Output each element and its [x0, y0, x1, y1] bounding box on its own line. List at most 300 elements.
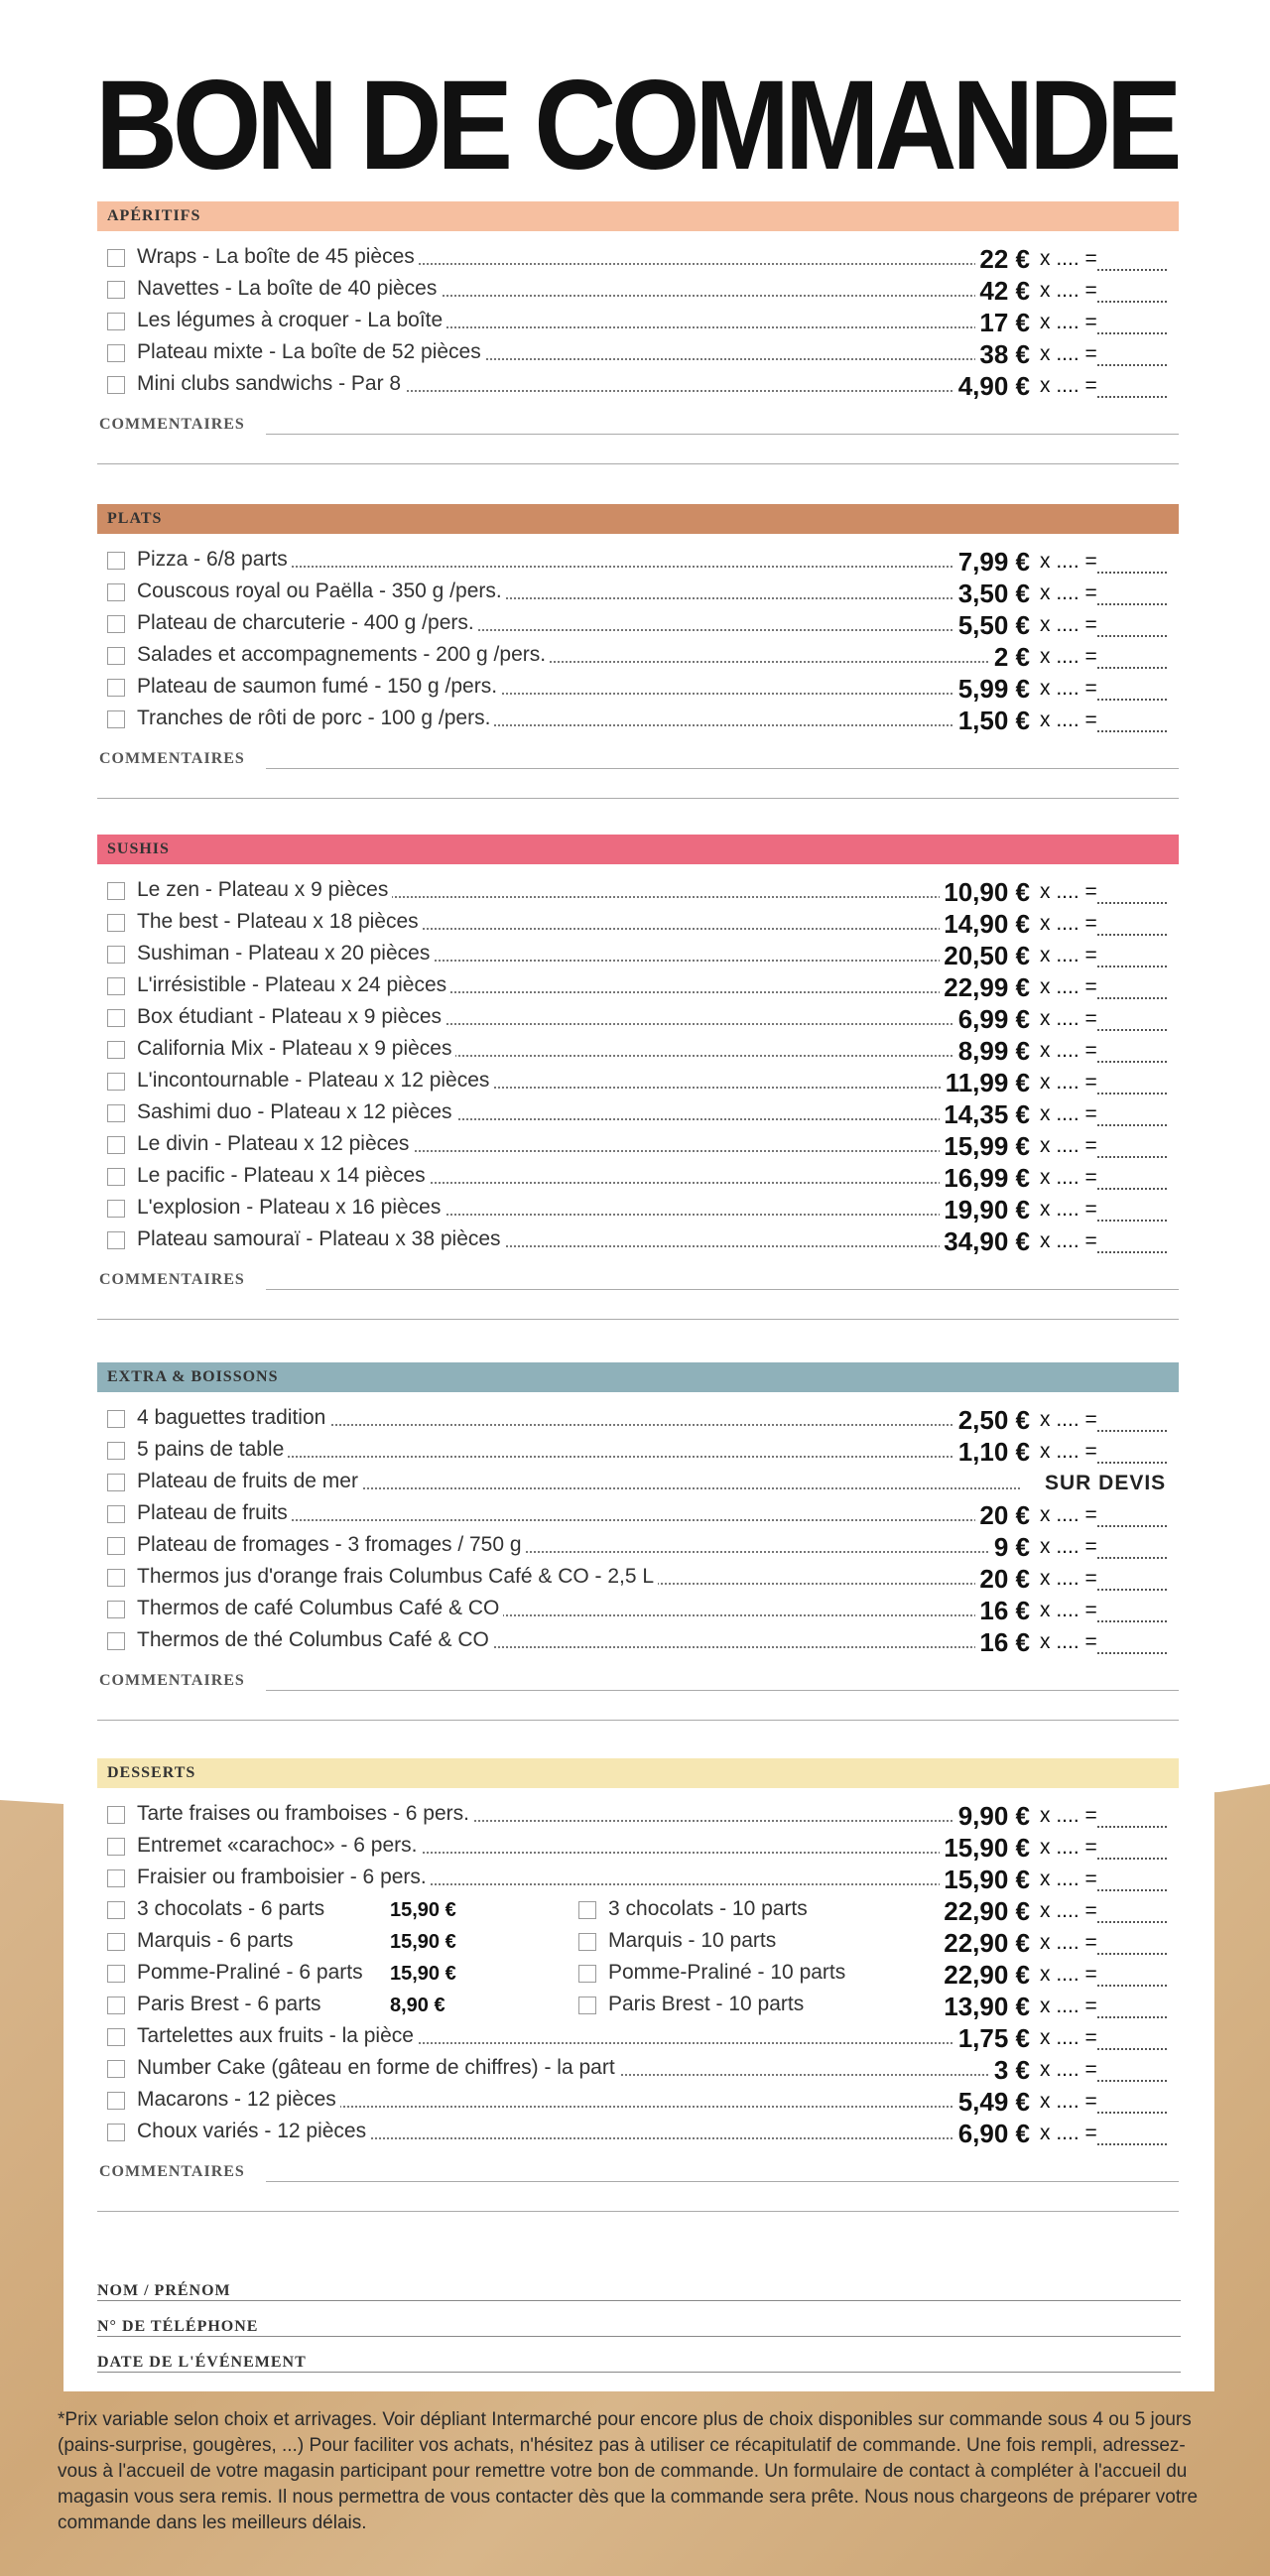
item-name: Les légumes à croquer - La boîte	[137, 309, 446, 332]
quantity-label: x .... =	[1040, 1995, 1097, 2017]
item-alt-name: 3 chocolats - 10 parts	[608, 1897, 808, 1920]
item-price: 5,99 €	[954, 674, 1030, 705]
item-sub-price: 8,90 €	[390, 1995, 445, 2016]
order-item-row	[97, 1563, 1179, 1595]
quantity-field[interactable]	[1040, 2090, 1167, 2114]
item-alt-checkbox[interactable]	[578, 1965, 596, 1983]
item-name: Pizza - 6/8 parts	[137, 548, 292, 572]
item-list	[97, 546, 1179, 736]
order-item-row	[97, 1531, 1179, 1563]
item-checkbox[interactable]	[107, 1933, 125, 1951]
order-item-row	[97, 578, 1179, 609]
quantity-label: x .... =	[1040, 1007, 1097, 1030]
quantity-field[interactable]	[1040, 1007, 1167, 1031]
order-item-row	[97, 1959, 1179, 1991]
quantity-label: x .... =	[1040, 374, 1097, 397]
item-price: 20 €	[975, 1500, 1030, 1531]
item-checkbox[interactable]	[107, 1136, 125, 1154]
item-checkbox[interactable]	[107, 1104, 125, 1122]
order-item-row	[97, 1895, 1179, 1927]
total-blank[interactable]	[1097, 1848, 1167, 1860]
item-alt-name: Paris Brest - 10 parts	[608, 1993, 805, 2015]
item-price: 8,99 €	[954, 1036, 1030, 1067]
item-checkbox[interactable]	[107, 1200, 125, 1218]
item-checkbox[interactable]	[107, 281, 125, 299]
comment-line	[266, 434, 1179, 435]
item-name: Box étudiant - Plateau x 9 pièces	[137, 1005, 445, 1029]
item-price: 4,90 €	[954, 371, 1030, 402]
quantity-field[interactable]	[1040, 1535, 1167, 1559]
total-blank[interactable]	[1097, 1241, 1167, 1253]
item-sub-price: 15,90 €	[390, 1963, 456, 1985]
quantity-field[interactable]	[1040, 1503, 1167, 1527]
total-blank[interactable]	[1097, 1943, 1167, 1955]
item-alt-name: Pomme-Praliné - 10 parts	[608, 1961, 846, 1984]
order-item-row	[97, 705, 1179, 736]
item-alt-checkbox[interactable]	[578, 1933, 596, 1951]
quantity-field[interactable]	[1040, 944, 1167, 967]
quantity-label: x .... =	[1040, 342, 1097, 365]
quantity-label: x .... =	[1040, 1599, 1097, 1621]
order-item-row	[97, 1067, 1179, 1098]
item-checkbox[interactable]	[107, 2060, 125, 2078]
item-price: 20,50 €	[940, 941, 1030, 971]
quantity-field[interactable]	[1040, 2122, 1167, 2145]
customer-info	[64, 2253, 1214, 2391]
item-price: 10,90 €	[940, 877, 1030, 908]
quantity-label: x .... =	[1040, 944, 1097, 966]
item-name: Plateau de charcuterie - 400 g /pers.	[137, 611, 478, 635]
item-price: 16 €	[975, 1596, 1030, 1626]
item-name: 5 pains de table	[137, 1438, 288, 1462]
item-price: 16,99 €	[940, 1163, 1030, 1194]
quantity-label: x .... =	[1040, 1963, 1097, 1986]
quantity-field[interactable]	[1040, 374, 1167, 398]
order-item-row	[97, 673, 1179, 705]
quantity-label: x .... =	[1040, 1630, 1097, 1653]
section-header: PLATS	[97, 504, 1179, 534]
phone-field[interactable]	[97, 2318, 1181, 2348]
quantity-field[interactable]	[1040, 708, 1167, 732]
order-item-row	[97, 2086, 1179, 2118]
order-item-row	[97, 971, 1179, 1003]
section-extra-boissons	[97, 1362, 1179, 1708]
item-name: 3 chocolats - 6 parts	[137, 1897, 328, 1921]
item-checkbox[interactable]	[107, 679, 125, 697]
item-checkbox[interactable]	[107, 1537, 125, 1555]
total-blank[interactable]	[1097, 689, 1167, 701]
total-blank[interactable]	[1097, 291, 1167, 303]
total-blank[interactable]	[1097, 1146, 1167, 1158]
order-item-row	[97, 275, 1179, 307]
total-blank[interactable]	[1097, 892, 1167, 904]
quantity-field[interactable]	[1040, 550, 1167, 574]
total-blank[interactable]	[1097, 322, 1167, 334]
quantity-field[interactable]	[1040, 2026, 1167, 2050]
comment-line	[266, 768, 1179, 769]
item-name: The best - Plateau x 18 pièces	[137, 910, 423, 934]
quantity-field[interactable]	[1040, 1995, 1167, 2018]
event-date-field[interactable]	[97, 2354, 1181, 2383]
item-name: Tarte fraises ou framboises - 6 pers.	[137, 1802, 473, 1826]
order-item-row	[97, 1436, 1179, 1468]
item-checkbox[interactable]	[107, 615, 125, 633]
item-checkbox[interactable]	[107, 1965, 125, 1983]
quantity-label: x .... =	[1040, 1039, 1097, 1062]
total-blank[interactable]	[1097, 562, 1167, 574]
order-item-row	[97, 1991, 1179, 2022]
order-item-row	[97, 1098, 1179, 1130]
item-checkbox[interactable]	[107, 977, 125, 995]
item-price: 6,99 €	[954, 1004, 1030, 1035]
order-item-row	[97, 1035, 1179, 1067]
quantity-field[interactable]	[1040, 613, 1167, 637]
total-blank[interactable]	[1097, 1911, 1167, 1923]
item-name: Navettes - La boîte de 40 pièces	[137, 277, 441, 301]
item-name: Tartelettes aux fruits - la pièce	[137, 2024, 418, 2048]
quantity-field[interactable]	[1040, 1440, 1167, 1464]
item-name: Mini clubs sandwichs - Par 8	[137, 372, 405, 396]
item-price: 22,90 €	[940, 1960, 1030, 1991]
order-item-row	[97, 307, 1179, 338]
page-title: BON DE COMMANDE	[95, 55, 1178, 196]
item-checkbox[interactable]	[107, 1474, 125, 1491]
name-label: NOM / PRÉNOM	[97, 2282, 235, 2299]
item-checkbox[interactable]	[107, 647, 125, 665]
quantity-field[interactable]	[1040, 1071, 1167, 1095]
item-name: Plateau samouraï - Plateau x 38 pièces	[137, 1227, 505, 1251]
item-price: 38 €	[975, 339, 1030, 370]
quantity-field[interactable]	[1040, 1198, 1167, 1222]
item-checkbox[interactable]	[107, 946, 125, 964]
order-item-row	[97, 1162, 1179, 1194]
quantity-label: x .... =	[1040, 2122, 1097, 2144]
quantity-field[interactable]	[1040, 1899, 1167, 1923]
order-item-row	[97, 243, 1179, 275]
quantity-field[interactable]	[1040, 311, 1167, 334]
total-blank[interactable]	[1097, 1178, 1167, 1190]
quantity-field[interactable]	[1040, 975, 1167, 999]
quantity-field[interactable]	[1040, 279, 1167, 303]
quantity-label: x .... =	[1040, 311, 1097, 333]
item-alt-checkbox[interactable]	[578, 1901, 596, 1919]
item-quote-label: SUR DEVIS	[1045, 1472, 1167, 1494]
total-blank[interactable]	[1097, 625, 1167, 637]
item-sub-price: 15,90 €	[390, 1899, 456, 1921]
item-checkbox[interactable]	[107, 1901, 125, 1919]
item-checkbox[interactable]	[107, 710, 125, 728]
quantity-label: x .... =	[1040, 1440, 1097, 1463]
item-checkbox[interactable]	[107, 1168, 125, 1186]
item-name: L'incontournable - Plateau x 12 pièces	[137, 1069, 493, 1093]
item-checkbox[interactable]	[107, 1569, 125, 1587]
item-checkbox[interactable]	[107, 2092, 125, 2110]
item-name: L'explosion - Plateau x 16 pièces	[137, 1196, 444, 1220]
order-item-row	[97, 1626, 1179, 1658]
quantity-field[interactable]	[1040, 645, 1167, 669]
order-item-row	[97, 908, 1179, 940]
item-list	[97, 1800, 1179, 2149]
quantity-label: x .... =	[1040, 550, 1097, 573]
quantity-field[interactable]	[1040, 247, 1167, 271]
comments-field[interactable]	[97, 746, 1179, 786]
comments-field[interactable]	[97, 1267, 1179, 1307]
quantity-label: x .... =	[1040, 1931, 1097, 1954]
quantity-field[interactable]	[1040, 912, 1167, 936]
total-blank[interactable]	[1097, 1051, 1167, 1063]
quantity-field[interactable]	[1040, 1836, 1167, 1860]
item-price: 16 €	[975, 1627, 1030, 1658]
item-price: 14,90 €	[940, 909, 1030, 940]
total-blank[interactable]	[1097, 354, 1167, 366]
section-sushis	[97, 835, 1179, 1307]
item-price: 22 €	[975, 244, 1030, 275]
comments-field[interactable]	[97, 2159, 1179, 2199]
quantity-label: x .... =	[1040, 2090, 1097, 2113]
total-blank[interactable]	[1097, 1210, 1167, 1222]
comment-line	[97, 1720, 1179, 1721]
order-item-row	[97, 1595, 1179, 1626]
comments-label: COMMENTAIRES	[99, 2163, 245, 2180]
quantity-field[interactable]	[1040, 1804, 1167, 1828]
quantity-field[interactable]	[1040, 1166, 1167, 1190]
total-blank[interactable]	[1097, 1579, 1167, 1591]
quantity-label: x .... =	[1040, 1503, 1097, 1526]
total-blank[interactable]	[1097, 924, 1167, 936]
quantity-label: x .... =	[1040, 1535, 1097, 1558]
item-name: Macarons - 12 pièces	[137, 2088, 340, 2112]
quantity-field[interactable]	[1040, 1868, 1167, 1891]
total-blank[interactable]	[1097, 1642, 1167, 1654]
comments-field[interactable]	[97, 1668, 1179, 1708]
item-checkbox[interactable]	[107, 1838, 125, 1856]
quantity-field[interactable]	[1040, 1630, 1167, 1654]
comment-line	[97, 2211, 1179, 2212]
quantity-field[interactable]	[1040, 1102, 1167, 1126]
section-header: SUSHIS	[97, 835, 1179, 864]
item-alt-checkbox[interactable]	[578, 1996, 596, 2014]
item-checkbox[interactable]	[107, 1009, 125, 1027]
item-checkbox[interactable]	[107, 2124, 125, 2141]
item-name: Plateau de fromages - 3 fromages / 750 g	[137, 1533, 526, 1557]
quantity-field[interactable]	[1040, 2058, 1167, 2082]
item-checkbox[interactable]	[107, 249, 125, 267]
quantity-label: x .... =	[1040, 1198, 1097, 1221]
quantity-field[interactable]	[1040, 581, 1167, 605]
item-price: 22,90 €	[940, 1896, 1030, 1927]
comment-line	[97, 798, 1179, 799]
quantity-label: x .... =	[1040, 912, 1097, 935]
comments-label: COMMENTAIRES	[99, 750, 245, 767]
comments-label: COMMENTAIRES	[99, 416, 245, 433]
item-checkbox[interactable]	[107, 344, 125, 362]
item-name: Le divin - Plateau x 12 pièces	[137, 1132, 413, 1156]
item-name: Paris Brest - 6 parts	[137, 1993, 325, 2016]
order-item-row	[97, 1194, 1179, 1225]
quantity-label: x .... =	[1040, 613, 1097, 636]
total-blank[interactable]	[1097, 1610, 1167, 1622]
total-blank[interactable]	[1097, 2038, 1167, 2050]
order-item-row	[97, 1130, 1179, 1162]
total-blank[interactable]	[1097, 1515, 1167, 1527]
total-blank[interactable]	[1097, 657, 1167, 669]
item-price: 7,99 €	[954, 547, 1030, 578]
section-desserts	[97, 1758, 1179, 2199]
total-blank[interactable]	[1097, 1019, 1167, 1031]
order-item-row	[97, 1499, 1179, 1531]
quantity-label: x .... =	[1040, 2058, 1097, 2081]
total-blank[interactable]	[1097, 720, 1167, 732]
item-checkbox[interactable]	[107, 552, 125, 570]
item-price: 14,35 €	[940, 1099, 1030, 1130]
total-blank[interactable]	[1097, 1114, 1167, 1126]
total-blank[interactable]	[1097, 1547, 1167, 1559]
item-price: 5,50 €	[954, 610, 1030, 641]
quantity-field[interactable]	[1040, 1963, 1167, 1987]
item-checkbox[interactable]	[107, 1410, 125, 1428]
comment-line	[266, 2181, 1179, 2182]
item-checkbox[interactable]	[107, 1505, 125, 1523]
item-name: Thermos de thé Columbus Café & CO	[137, 1628, 493, 1652]
item-checkbox[interactable]	[107, 1231, 125, 1249]
item-checkbox[interactable]	[107, 1601, 125, 1618]
order-item-row	[97, 1927, 1179, 1959]
comment-line	[266, 1690, 1179, 1691]
total-blank[interactable]	[1097, 1452, 1167, 1464]
item-list	[97, 243, 1179, 402]
footnote: *Prix variable selon choix et arrivages. Voir dépliant Intermarché pour encore plus de choix disponibles sur commande sous 4 ou 5 jours (pains-surprise, gougères, ...) Pour faciliter vos achats, n'hésitez pas à utiliser ce récapitulatif de commande. Une fois rempli, adressez-vous à l'accueil de votre magasin participant pour remettre votre bon de commande. Un formulaire de contact à compléter à l'accueil du magasin vous sera remis. Il nous permettra de vous contacter dès que la commande sera prête. Nous nous chargeons de préparer votre commande dans les meilleurs délais.	[58, 2409, 1199, 2533]
quantity-field[interactable]	[1040, 880, 1167, 904]
item-list	[97, 1404, 1179, 1658]
comments-label: COMMENTAIRES	[99, 1672, 245, 1689]
item-name: Tranches de rôti de porc - 100 g /pers.	[137, 707, 494, 730]
order-item-row	[97, 2022, 1179, 2054]
quantity-label: x .... =	[1040, 1408, 1097, 1431]
total-blank[interactable]	[1097, 593, 1167, 605]
quantity-field[interactable]	[1040, 1039, 1167, 1063]
quantity-field[interactable]	[1040, 1134, 1167, 1158]
quantity-field[interactable]	[1040, 342, 1167, 366]
item-checkbox[interactable]	[107, 1041, 125, 1059]
order-item-row	[97, 2118, 1179, 2149]
name-field[interactable]	[97, 2282, 1181, 2312]
item-name: Le zen - Plateau x 9 pièces	[137, 878, 392, 902]
item-checkbox[interactable]	[107, 914, 125, 932]
order-item-row	[97, 1003, 1179, 1035]
item-name: Entremet «carachoc» - 6 pers.	[137, 1834, 421, 1858]
order-item-row	[97, 1864, 1179, 1895]
item-alt-name: Marquis - 10 parts	[608, 1929, 777, 1952]
item-checkbox[interactable]	[107, 1869, 125, 1887]
order-item-row	[97, 370, 1179, 402]
item-name: Number Cake (gâteau en forme de chiffres) - la part	[137, 2056, 619, 2080]
item-checkbox[interactable]	[107, 1073, 125, 1091]
item-checkbox[interactable]	[107, 313, 125, 330]
item-price: 2,50 €	[954, 1405, 1030, 1436]
order-item-row	[97, 1800, 1179, 1832]
total-blank[interactable]	[1097, 259, 1167, 271]
item-sub-price: 15,90 €	[390, 1931, 456, 1953]
item-checkbox[interactable]	[107, 1632, 125, 1650]
total-blank[interactable]	[1097, 1975, 1167, 1987]
section-header: EXTRA & BOISSONS	[97, 1362, 1179, 1392]
item-name: Wraps - La boîte de 45 pièces	[137, 245, 419, 269]
item-checkbox[interactable]	[107, 1806, 125, 1824]
total-blank[interactable]	[1097, 1420, 1167, 1432]
quantity-label: x .... =	[1040, 1229, 1097, 1252]
quantity-label: x .... =	[1040, 645, 1097, 668]
item-checkbox[interactable]	[107, 2028, 125, 2046]
total-blank[interactable]	[1097, 386, 1167, 398]
item-name: Pomme-Praliné - 6 parts	[137, 1961, 367, 1985]
item-name: 4 baguettes tradition	[137, 1406, 329, 1430]
item-price: 9,90 €	[954, 1801, 1030, 1832]
comments-field[interactable]	[97, 412, 1179, 451]
item-price: 1,10 €	[954, 1437, 1030, 1468]
total-blank[interactable]	[1097, 1879, 1167, 1891]
total-blank[interactable]	[1097, 2006, 1167, 2018]
quantity-label: x .... =	[1040, 1134, 1097, 1157]
item-name: Plateau mixte - La boîte de 52 pièces	[137, 340, 485, 364]
total-blank[interactable]	[1097, 1816, 1167, 1828]
total-blank[interactable]	[1097, 2133, 1167, 2145]
quantity-label: x .... =	[1040, 1102, 1097, 1125]
item-price: 22,90 €	[940, 1928, 1030, 1959]
item-price: 5,49 €	[954, 2087, 1030, 2118]
quantity-label: x .... =	[1040, 247, 1097, 270]
item-checkbox[interactable]	[107, 583, 125, 601]
quantity-field[interactable]	[1040, 677, 1167, 701]
item-price: 22,99 €	[940, 972, 1030, 1003]
total-blank[interactable]	[1097, 987, 1167, 999]
quantity-label: x .... =	[1040, 1836, 1097, 1859]
item-name: Fraisier ou framboisier - 6 pers.	[137, 1866, 431, 1889]
order-item-row	[97, 641, 1179, 673]
quantity-label: x .... =	[1040, 1567, 1097, 1590]
quantity-label: x .... =	[1040, 2026, 1097, 2049]
quantity-field[interactable]	[1040, 1408, 1167, 1432]
item-price: 17 €	[975, 308, 1030, 338]
quantity-label: x .... =	[1040, 1804, 1097, 1827]
item-name: Le pacific - Plateau x 14 pièces	[137, 1164, 430, 1188]
item-checkbox[interactable]	[107, 882, 125, 900]
total-blank[interactable]	[1097, 2070, 1167, 2082]
item-name: Couscous royal ou Paëlla - 350 g /pers.	[137, 580, 506, 603]
section-aperitifs	[97, 201, 1179, 451]
item-name: Thermos de café Columbus Café & CO	[137, 1597, 503, 1620]
order-item-row	[97, 1468, 1179, 1499]
comment-line	[97, 463, 1179, 464]
quantity-field[interactable]	[1040, 1599, 1167, 1622]
item-checkbox[interactable]	[107, 1442, 125, 1460]
comment-line	[97, 1319, 1179, 1320]
section-header: DESSERTS	[97, 1758, 1179, 1788]
total-blank[interactable]	[1097, 2102, 1167, 2114]
section-header: APÉRITIFS	[97, 201, 1179, 231]
quantity-field[interactable]	[1040, 1931, 1167, 1955]
item-name: Plateau de fruits de mer	[137, 1470, 362, 1493]
item-checkbox[interactable]	[107, 376, 125, 394]
item-checkbox[interactable]	[107, 1996, 125, 2014]
order-item-row	[97, 2054, 1179, 2086]
quantity-field[interactable]	[1040, 1229, 1167, 1253]
quantity-field[interactable]	[1040, 1567, 1167, 1591]
item-price: 9 €	[990, 1532, 1030, 1563]
item-price: 15,90 €	[940, 1865, 1030, 1895]
item-name: Choux variés - 12 pièces	[137, 2120, 370, 2143]
total-blank[interactable]	[1097, 1083, 1167, 1095]
total-blank[interactable]	[1097, 956, 1167, 967]
